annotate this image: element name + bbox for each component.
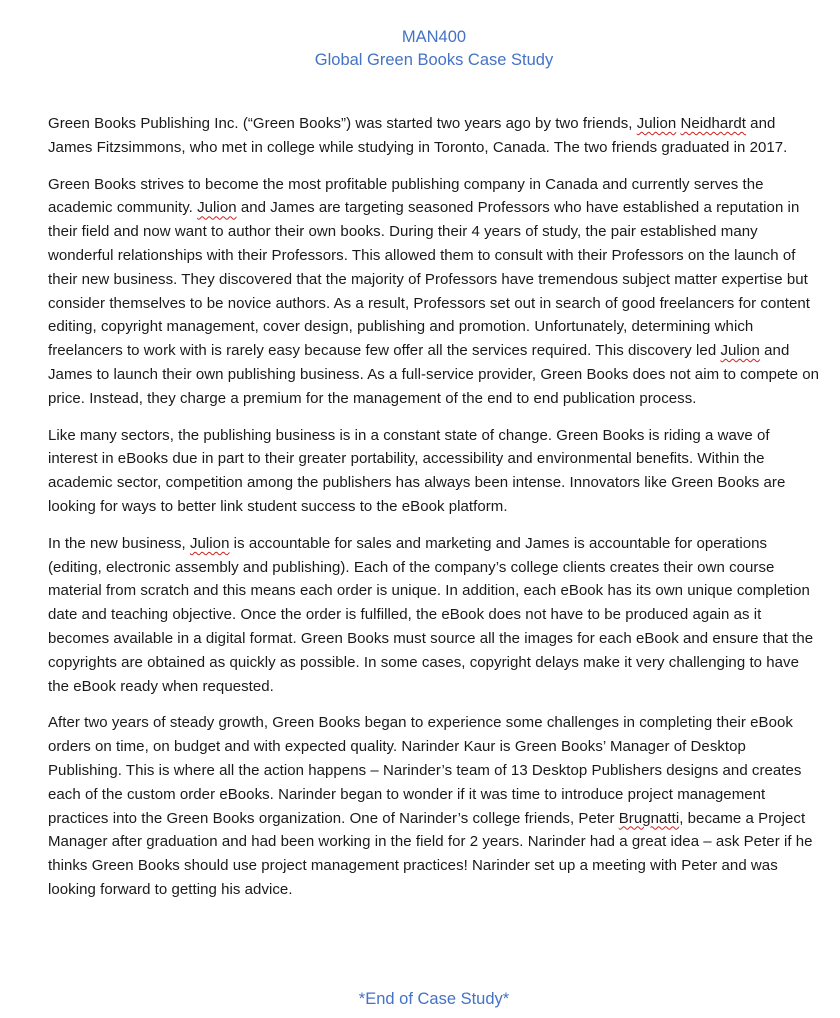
- misspelled-word: Neidhardt: [680, 115, 746, 132]
- document-body: [48, 112, 822, 915]
- text-run: and James to launch their own publishing business. As a full-service provider, Green Books does not aim to compete on price. Instead, they charge a premium for the management of the end to end publication process.: [48, 342, 820, 407]
- misspelled-word: Julion: [636, 115, 677, 132]
- misspelled-word: Julion: [197, 199, 237, 217]
- course-code: MAN400: [401, 28, 467, 46]
- paragraph: [48, 532, 822, 699]
- paragraph: [48, 424, 822, 519]
- misspelled-word: Julion: [720, 342, 760, 360]
- end-of-case-study: *End of Case Study*: [358, 990, 510, 1008]
- text-run: Green Books Publishing Inc. (“Green Books”) was started two years ago by two friends,: [48, 115, 637, 132]
- text-run: and James are targeting seasoned Professors who have established a reputation in their field and now want to author their own books. During their 4 years of study, the pair established many wonderful relationships with their Professors. This allowed them to consult with their Professors on the launch of their new business. They discovered that the majority of Professors have tremendous subject matter expertise but consider themselves to be novice authors. As a result, Professors set out in search of good freelancers for content editing, copyright management, cover design, publishing and promotion. Unfortunately, determining which freelancers to work with is rarely easy because few offer all the services required. This discovery led: [48, 199, 810, 360]
- case-study-title: Global Green Books Case Study: [314, 51, 554, 69]
- text-run: In the new business,: [48, 534, 190, 552]
- misspelled-word: Brugnatti: [618, 809, 680, 827]
- paragraph: [48, 112, 822, 160]
- text-run: , became a Project Manager after graduation and had been working in the field for 2 years. Narinder had a great idea – ask Peter if he thinks Green Books should use project management practices! Narinder set up a meeting with Peter and was looking forward to getting his advice.: [48, 809, 813, 898]
- text-run: Green Books strives to become the most profitable publishing company in Canada and currently serves the academic community.: [48, 175, 764, 217]
- misspelled-word: Julion: [189, 534, 230, 552]
- text-run: Like many sectors, the publishing business is in a constant state of change. Green Books is riding a wave of interest in eBooks due in part to their greater portability, accessibility and environmental benefits. Within the academic sector, competition among the publishers has always been intense. Innovators like Green Books are looking for ways to better link student success to the eBook platform.: [48, 426, 786, 515]
- paragraph: [48, 173, 822, 411]
- text-run: and James Fitzsimmons, who met in college while studying in Toronto, Canada. The two friends graduated in 2017.: [48, 115, 788, 156]
- paragraph: [48, 711, 822, 901]
- document-header: [0, 26, 840, 72]
- text-run: is accountable for sales and marketing and James is accountable for operations (editing, electronic assembly and publishing). Each of the company’s college clients creates their own course material from scratch and this means each order is unique. In addition, each eBook has its own unique completion date and teaching objective. Once the order is fulfilled, the eBook does not have to be produced again as it becomes available in a digital format. Green Books must source all the images for each eBook and ensure that the copyrights are obtained as quickly as possible. In some cases, copyright delays make it very challenging to have the eBook ready when requested.: [48, 534, 814, 695]
- text-run: After two years of steady growth, Green Books began to experience some challenges in completing their eBook orders on time, on budget and with expected quality. Narinder Kaur is Green Books’ Manager of Desktop Publishing. This is where all the action happens – Narinder’s team of 13 Desktop Publishers designs and creates each of the custom order eBooks. Narinder began to wonder if it was time to introduce project management practices into the Green Books organization. One of Narinder’s college friends, Peter: [48, 714, 802, 827]
